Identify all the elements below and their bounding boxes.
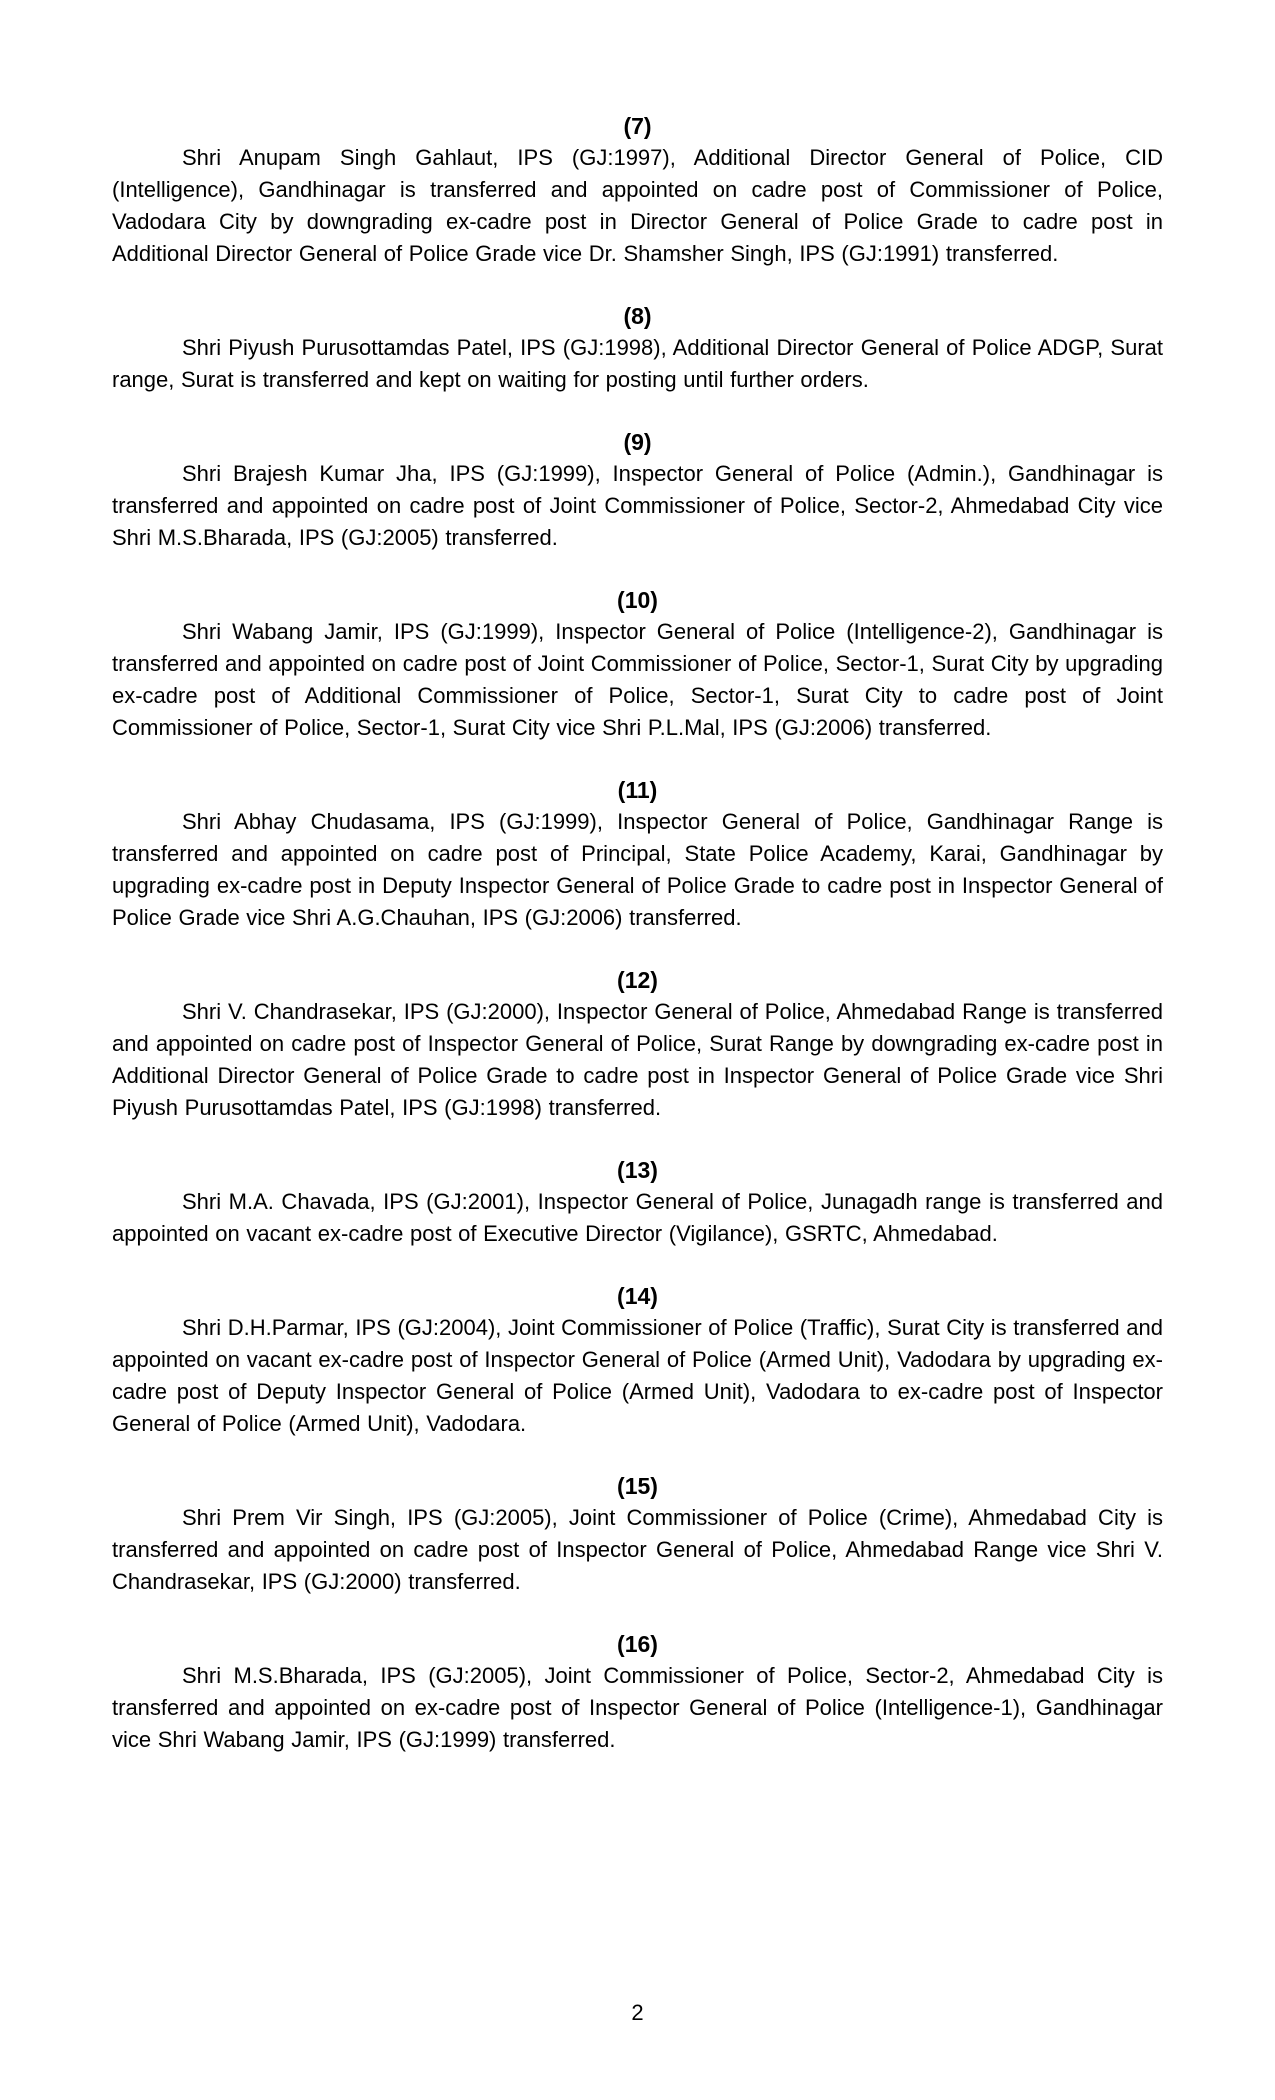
page-number: 2 — [631, 2000, 644, 2025]
transfer-order-section-12 — [112, 964, 1163, 1124]
section-text: Shri Brajesh Kumar Jha, IPS (GJ:1999), Inspector General of Police (Admin.), Gandhinagar is transferred and appointed on cadre post of Joint Commissioner of Police, Sector-2, Ahmedabad City vice Shri M.S.Bharada, IPS (GJ:2005) transferred. — [112, 461, 1163, 550]
section-number: (11) — [617, 777, 658, 803]
section-number: (10) — [617, 587, 658, 613]
section-text: Shri D.H.Parmar, IPS (GJ:2004), Joint Commissioner of Police (Traffic), Surat City is transferred and appointed on vacant ex-cadre post of Inspector General of Police (Armed Unit), Vadodara by upgrading ex-cadre post of Deputy Inspector General of Police (Armed Unit), Vadodara to ex-cadre post of Inspector General of Police (Armed Unit), Vadodara. — [112, 1315, 1163, 1436]
section-text: Shri Wabang Jamir, IPS (GJ:1999), Inspector General of Police (Intelligence-2), Gandhinagar is transferred and appointed on cadre post of Joint Commissioner of Police, Sector-1, Surat City by upgrading ex-cadre post of Additional Commissioner of Police, Sector-1, Surat City to cadre post of Joint Commissioner of Police, Sector-1, Surat City vice Shri P.L.Mal, IPS (GJ:2006) transferred. — [112, 619, 1163, 740]
section-text: Shri Anupam Singh Gahlaut, IPS (GJ:1997), Additional Director General of Police, CID (Intelligence), Gandhinagar is transferred and appointed on cadre post of Commissioner of Police, Vadodara City by downgrading ex-cadre post in Director General of Police Grade to cadre post in Additional Director General of Police Grade vice Dr. Shamsher Singh, IPS (GJ:1991) transferred. — [112, 145, 1163, 266]
transfer-order-section-8 — [112, 300, 1163, 396]
section-text: Shri Piyush Purusottamdas Patel, IPS (GJ:1998), Additional Director General of Police ADGP, Surat range, Surat is transferred and kept on waiting for posting until further orders. — [112, 335, 1163, 392]
section-text: Shri M.S.Bharada, IPS (GJ:2005), Joint Commissioner of Police, Sector-2, Ahmedabad City is transferred and appointed on ex-cadre post of Inspector General of Police (Intelligence-1), Gandhinagar vice Shri Wabang Jamir, IPS (GJ:1999) transferred. — [112, 1663, 1163, 1752]
transfer-order-section-14 — [112, 1280, 1163, 1440]
transfer-order-section-15 — [112, 1470, 1163, 1598]
section-number: (15) — [617, 1473, 658, 1499]
section-number: (7) — [623, 113, 652, 139]
section-number: (14) — [617, 1283, 658, 1309]
section-text: Shri Prem Vir Singh, IPS (GJ:2005), Joint Commissioner of Police (Crime), Ahmedabad City is transferred and appointed on cadre post of Inspector General of Police, Ahmedabad Range vice Shri V. Chandrasekar, IPS (GJ:2000) transferred. — [112, 1505, 1163, 1594]
section-number: (9) — [623, 429, 652, 455]
section-number: (12) — [617, 967, 658, 993]
section-text: Shri M.A. Chavada, IPS (GJ:2001), Inspector General of Police, Junagadh range is transferred and appointed on vacant ex-cadre post of Executive Director (Vigilance), GSRTC, Ahmedabad. — [112, 1189, 1163, 1246]
transfer-order-section-10 — [112, 584, 1163, 744]
transfer-order-section-13 — [112, 1154, 1163, 1250]
transfer-order-section-16 — [112, 1628, 1163, 1756]
section-number: (8) — [623, 303, 652, 329]
section-text: Shri V. Chandrasekar, IPS (GJ:2000), Inspector General of Police, Ahmedabad Range is transferred and appointed on cadre post of Inspector General of Police, Surat Range by downgrading ex-cadre post in Additional Director General of Police Grade to cadre post in Inspector General of Police Grade vice Shri Piyush Purusottamdas Patel, IPS (GJ:1998) transferred. — [112, 999, 1163, 1120]
section-number: (13) — [617, 1157, 658, 1183]
section-number: (16) — [617, 1631, 658, 1657]
section-text: Shri Abhay Chudasama, IPS (GJ:1999), Inspector General of Police, Gandhinagar Range is transferred and appointed on cadre post of Principal, State Police Academy, Karai, Gandhinagar by upgrading ex-cadre post in Deputy Inspector General of Police Grade to cadre post in Inspector General of Police Grade vice Shri A.G.Chauhan, IPS (GJ:2006) transferred. — [112, 809, 1163, 930]
transfer-order-section-9 — [112, 426, 1163, 554]
transfer-order-section-11 — [112, 774, 1163, 934]
transfer-order-section-7 — [112, 110, 1163, 270]
